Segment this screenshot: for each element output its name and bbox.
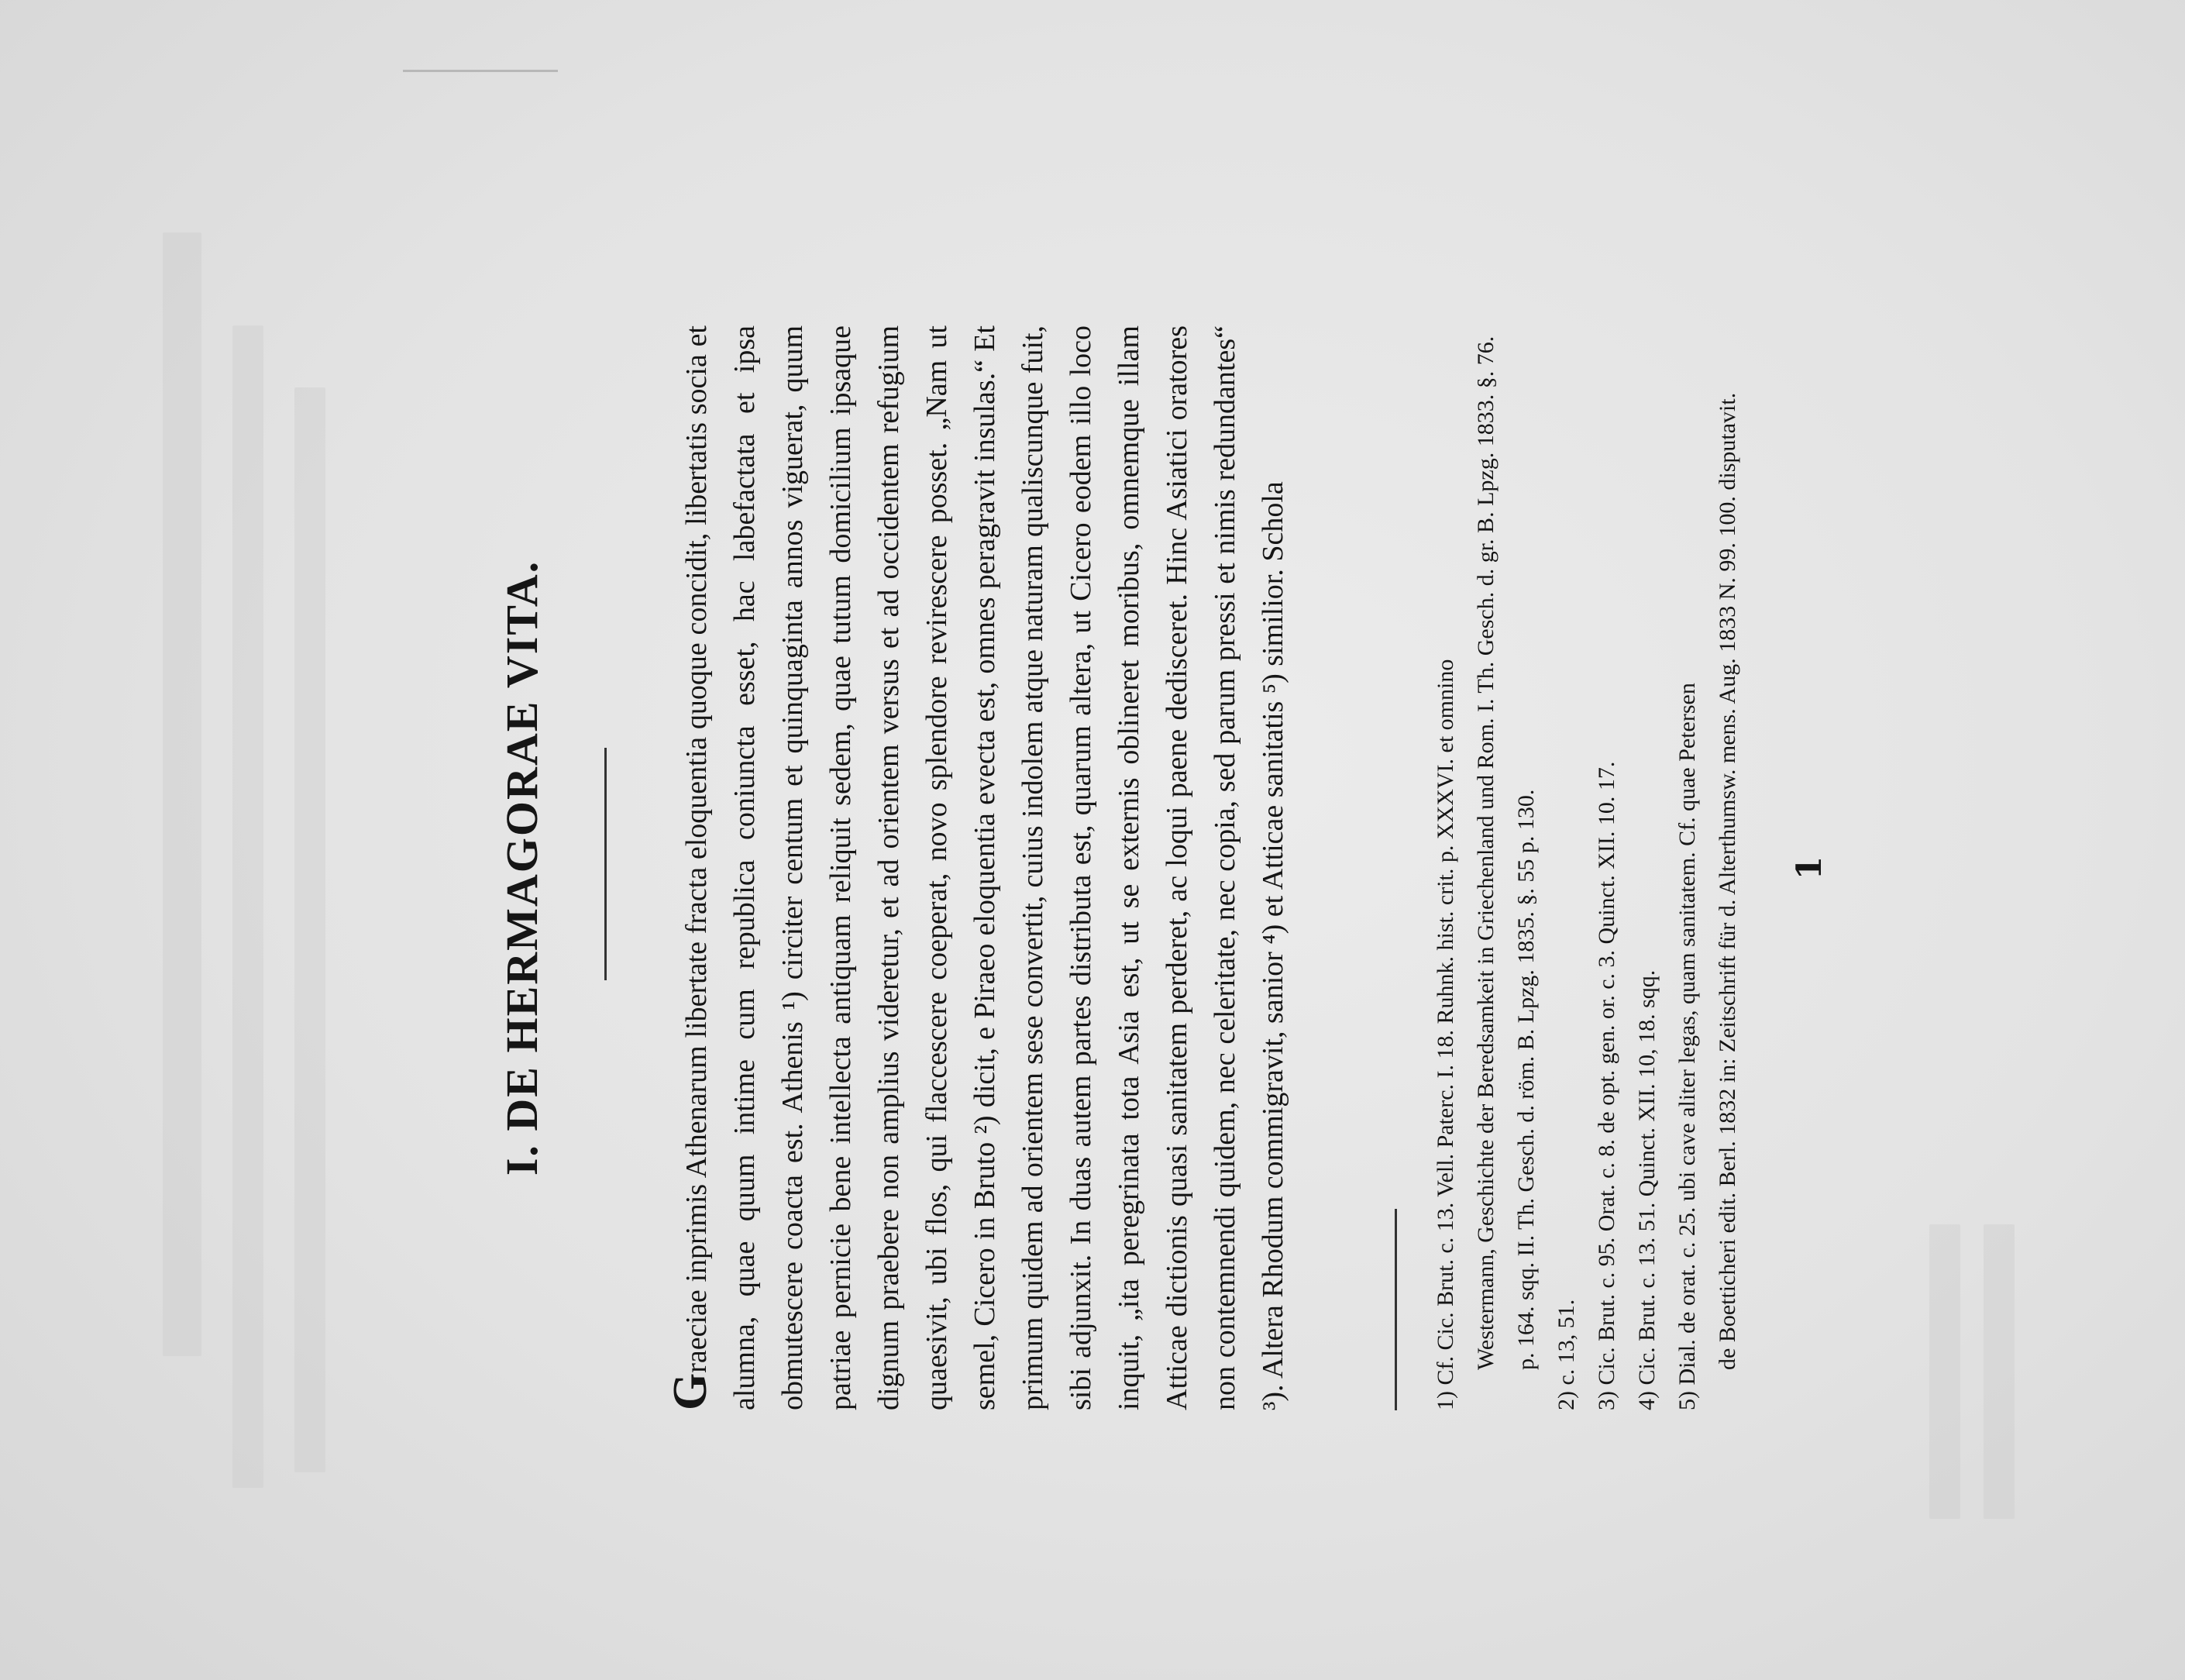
footnote-text: 1) Cf. Cic. Brut. c. 13. Vell. Paterc. I. 18. Ruhnk. hist. crit. p. XXXVI. et omnino (1433, 659, 1458, 1410)
footnote-4 (1627, 325, 1667, 1410)
footnote-text: 4) Cic. Brut. c. 13. 51. Quinct. XII. 10, 18. sqq. (1634, 969, 1660, 1410)
footnote-2 (1547, 325, 1587, 1410)
title-divider (604, 748, 607, 980)
page-title: I. DE HERMAGORAE VITA. (497, 559, 547, 1176)
body-paragraph (666, 325, 1297, 1410)
footnote-divider (1395, 1209, 1397, 1410)
drop-cap: G (664, 1372, 717, 1410)
footnote-continuation: de Boetticheri edit. Berl. 1832 in: Zeitschrift für d. Alterthumsw. mens. Aug. 1833 N. 99. 100. disputavit. (1715, 392, 1740, 1370)
footnote-text: 5) Dial. de orat. c. 25. ubi cave aliter legas, quam sanitatem. Cf. quae Petersen (1674, 683, 1700, 1410)
signature-mark: 1 (1790, 855, 1829, 880)
scan-edge-mark (403, 70, 558, 72)
body-text: raeciae inprimis Athenarum libertate fracta eloquentia quoque concidit, libertatis socia et alumna, quae quum intime cum republica coniuncta esset, hac labefactata et ipsa obmutescere coacta est. Athenis ¹) circiter centum et quinquaginta annos viguerat, quum patriae pernicie bene intellecta antiquam reliquit sedem, quae tutum domicilium ipsaque dignum praebere non amplius videretur, et ad orientem versus et ad occidentem refugium quaesivit, ubi flos, qui flaccescere coeperat, novo splendore revirescere posset. „Nam ut semel, Cicero in Bruto ²) dicit, e Piraeo eloquentia evecta est, omnes peragravit insulas.“ Et primum quidem ad orientem sese convertit, cuius indolem atque naturam qualiscunque fuit, sibi adjunxit. In duas autem partes distributa est, quarum altera, ut Cicero eodem illo loco inquit, „ita peregrinata tota Asia est, ut se externis oblineret moribus, omnemque illam Atticae dictionis quasi sanitatem perderet, ac loqui paene dedisceret. Hinc Asiatici oratores non contemnendi quidem, nec celeritate, nec copia, sed parum pressi et nimis redundantes“ ³). Altera Rhodum commigravit, sanior ⁴) et Atticae sanitatis ⁵) similior. Schola (680, 325, 1289, 1410)
footnote-text: 2) c. 13, 51. (1554, 1299, 1579, 1410)
rotated-page (62, 132, 2092, 1604)
footnote-1 (1426, 325, 1547, 1410)
footnote-3 (1587, 325, 1627, 1410)
footnote-continuation: Westermann, Geschichte der Beredsamkeit in Griechenland und Rom. I. Th. Gesch. d. gr. B. Lpzg. 1833. §. 76. p. 164. sqq. II. Th. Gesch. d. röm. B. Lpzg. 1835. §. 55 p. 130. (1473, 336, 1539, 1370)
footnote-5 (1667, 325, 1748, 1410)
footnote-text: 3) Cic. Brut. c. 95. Orat. c. 8. de opt. gen. or. c. 3. Quinct. XII. 10. 17. (1594, 761, 1619, 1410)
footnotes (1426, 325, 1748, 1410)
